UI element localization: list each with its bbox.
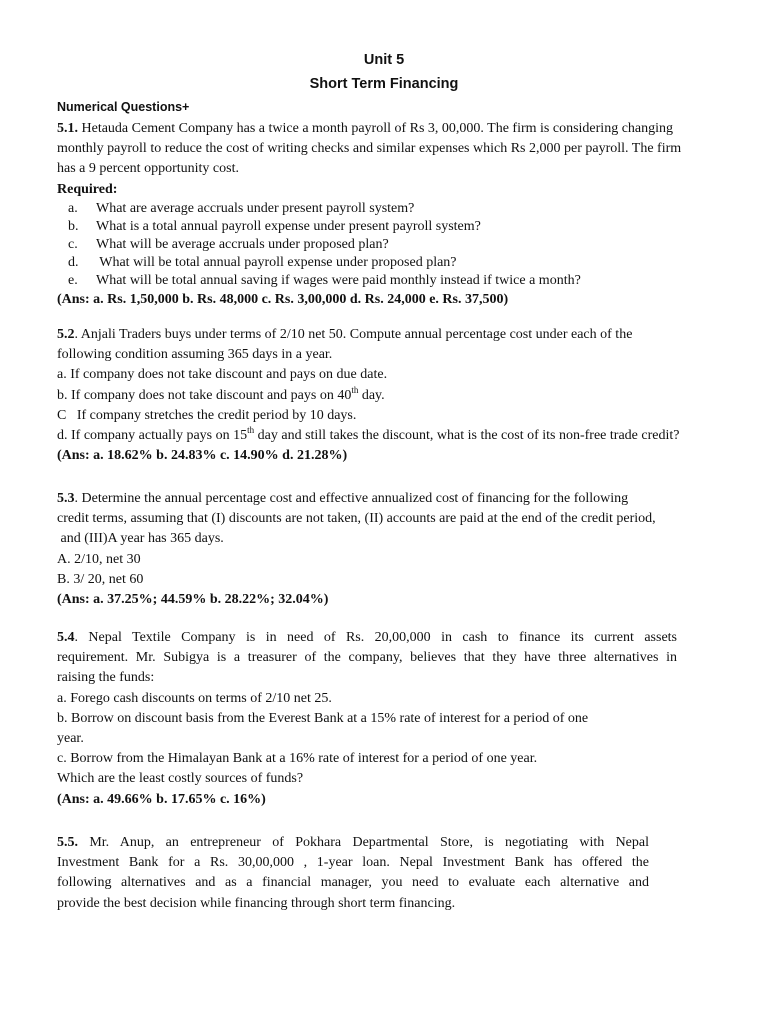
question-line [57,325,729,345]
question-number: 5.3 [57,491,75,506]
question-line: requirement. Mr. Subigya is a treasurer of the company, believes that they have three alternatives in [57,650,677,666]
question-line: a. If company does not take discount and pays on due date. [57,367,388,383]
answer-line: (Ans: a. 49.66% b. 17.65% c. 16%) [57,791,266,807]
question-line: a. Forego cash discounts on terms of 2/10 net 25. [57,690,332,706]
list-item [57,218,729,236]
question-line [57,628,677,648]
question-5-2 [57,325,729,466]
question-line: C If company stretches the credit period by 10 days. [57,407,357,423]
question-line [57,119,729,139]
question-line: credit terms, assuming that (I) discounts are not taken, (II) accounts are paid at the end of the credit period, [57,511,656,527]
question-text: . Nepal Textile Company is in need of Rs. 20,00,000 in cash to finance its current assets [74,630,677,645]
list-item [57,272,729,290]
question-line: monthly payroll to reduce the cost of writing checks and similar expenses which Rs 2,000 per payroll. The firm [57,141,682,157]
question-number: 5.5. [57,835,78,850]
question-line [57,386,729,406]
line-text: d. If company actually pays on 15 [57,428,248,444]
question-text: . Anjali Traders buys under terms of 2/10 net 50. Compute annual percentage cost under each of the [74,327,633,342]
item-text: What will be total annual payroll expense under proposed plan? [96,254,457,270]
question-text: Hetauda Cement Company has a twice a month payroll of Rs 3, 00,000. The firm is considering changing [81,121,674,136]
ordinal-suffix: th [351,384,359,395]
answer-line: (Ans: a. 37.25%; 44.59% b. 28.22%; 32.04%) [57,592,329,608]
question-line: provide the best decision while financing through short term financing. [57,895,456,911]
question-line [57,426,729,446]
question-text: Mr. Anup, an entrepreneur of Pokhara Departmental Store, is negotiating with Nepal [78,835,649,850]
question-line: A. 2/10, net 30 [57,551,141,567]
question-line: c. Borrow from the Himalayan Bank at a 16% rate of interest for a period of one year. [57,751,538,767]
item-marker: b. [68,218,79,234]
question-line: B. 3/ 20, net 60 [57,571,144,587]
list-item [57,236,729,254]
question-line: and (III)A year has 365 days. [57,531,224,547]
page-title: Short Term Financing [309,76,459,92]
item-text: What will be average accruals under proposed plan? [96,236,389,252]
answer-line: (Ans: a. 18.62% b. 24.83% c. 14.90% d. 21.28%) [57,448,348,464]
question-line: Which are the least costly sources of funds? [57,771,304,787]
line-text: day and still takes the discount, what is the cost of its non-free trade credit? [254,428,680,444]
question-line: has a 9 percent opportunity cost. [57,161,239,177]
ordinal-suffix: th [247,425,255,436]
question-5-1 [57,119,729,310]
item-marker: d. [68,254,79,270]
item-marker: e. [68,272,78,288]
question-number: 5.2 [57,327,75,342]
question-5-3 [57,489,729,610]
item-marker: a. [68,200,78,216]
list-item [57,254,729,272]
question-line: following condition assuming 365 days in a year. [57,347,333,363]
question-line: Investment Bank for a Rs. 30,00,000 , 1-year loan. Nepal Investment Bank has offered the [57,855,649,871]
question-line [57,489,729,509]
line-text: b. If company does not take discount and pays on 40 [57,387,352,403]
question-5-5 [57,833,649,914]
section-heading: Numerical Questions+ [57,100,190,114]
question-number: 5.1. [57,121,78,136]
unit-heading: Unit 5 [363,52,405,68]
sub-question-list [57,200,729,290]
item-text: What will be total annual saving if wages were paid monthly instead if twice a month? [96,272,581,288]
item-text: What is a total annual payroll expense under present payroll system? [96,218,481,234]
answer-line: (Ans: a. Rs. 1,50,000 b. Rs. 48,000 c. Rs. 3,00,000 d. Rs. 24,000 e. Rs. 37,500) [57,291,509,307]
question-line: year. [57,731,84,747]
list-item [57,200,729,218]
question-5-4 [57,628,677,810]
item-marker: c. [68,236,78,252]
question-line [57,833,649,853]
question-text: . Determine the annual percentage cost and effective annualized cost of financing for the following [74,491,629,506]
question-line: following alternatives and as a financial manager, you need to evaluate each alternative and [57,875,649,891]
question-number: 5.4 [57,630,75,645]
required-label: Required: [57,181,118,197]
question-line: b. Borrow on discount basis from the Everest Bank at a 15% rate of interest for a period of one [57,710,589,726]
question-line: raising the funds: [57,670,155,686]
line-text: day. [358,387,385,403]
item-text: What are average accruals under present payroll system? [96,200,415,216]
